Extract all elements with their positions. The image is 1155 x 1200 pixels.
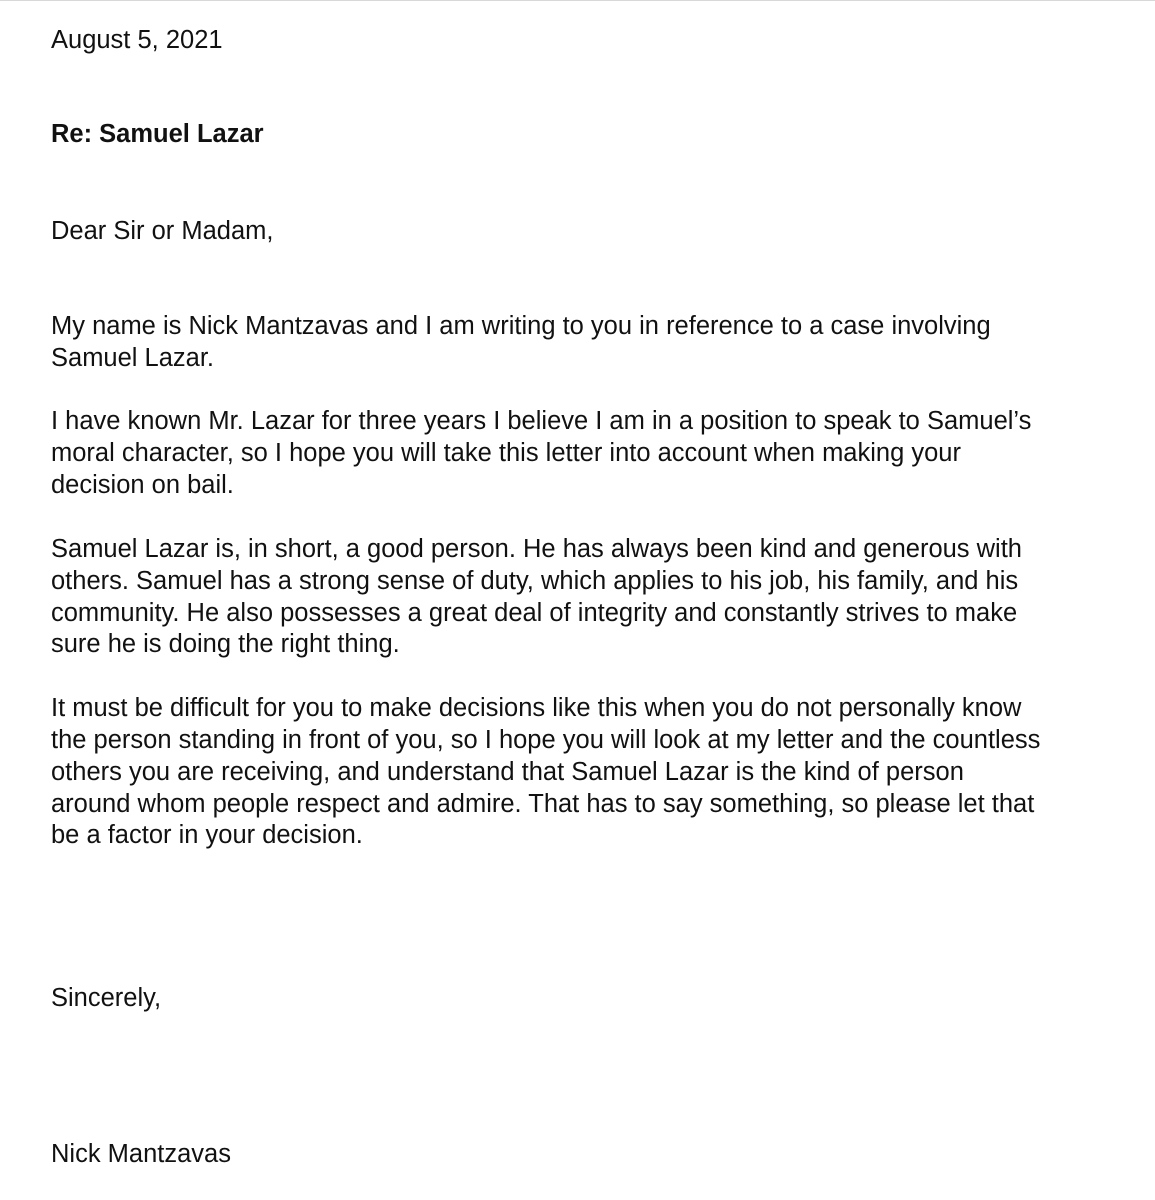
paragraph-line: others. Samuel has a strong sense of duty, which applies to his job, his family, and his [51,567,1019,595]
paragraph-line: I have known Mr. Lazar for three years I believe I am in a position to speak to Samuel’s [51,407,1032,435]
re-line: Re: Samuel Lazar [51,120,264,148]
paragraph-line: decision on bail. [51,471,234,499]
paragraph-line: be a factor in your decision. [51,821,363,849]
paragraph-line: others you are receiving, and understand that Samuel Lazar is the kind of person [51,758,964,786]
paragraph-line: Samuel Lazar is, in short, a good person. He has always been kind and generous with [51,535,1022,563]
paragraph-line: It must be difficult for you to make decisions like this when you do not personally know [51,694,1022,722]
salutation: Dear Sir or Madam, [51,217,274,245]
paragraph-line: sure he is doing the right thing. [51,630,400,658]
signature-name: Nick Mantzavas [51,1140,231,1168]
paragraph-line: My name is Nick Mantzavas and I am writing to you in reference to a case involving [51,312,991,340]
paragraph-line: Samuel Lazar. [51,344,215,372]
paragraph-line: around whom people respect and admire. That has to say something, so please let that [51,790,1035,818]
letter-date: August 5, 2021 [51,26,223,54]
paragraph-line: moral character, so I hope you will take this letter into account when making your [51,439,961,467]
closing: Sincerely, [51,984,162,1012]
paragraph-line: community. He also possesses a great deal of integrity and constantly strives to make [51,599,1018,627]
paragraph-line: the person standing in front of you, so I hope you will look at my letter and the countless [51,726,1041,754]
